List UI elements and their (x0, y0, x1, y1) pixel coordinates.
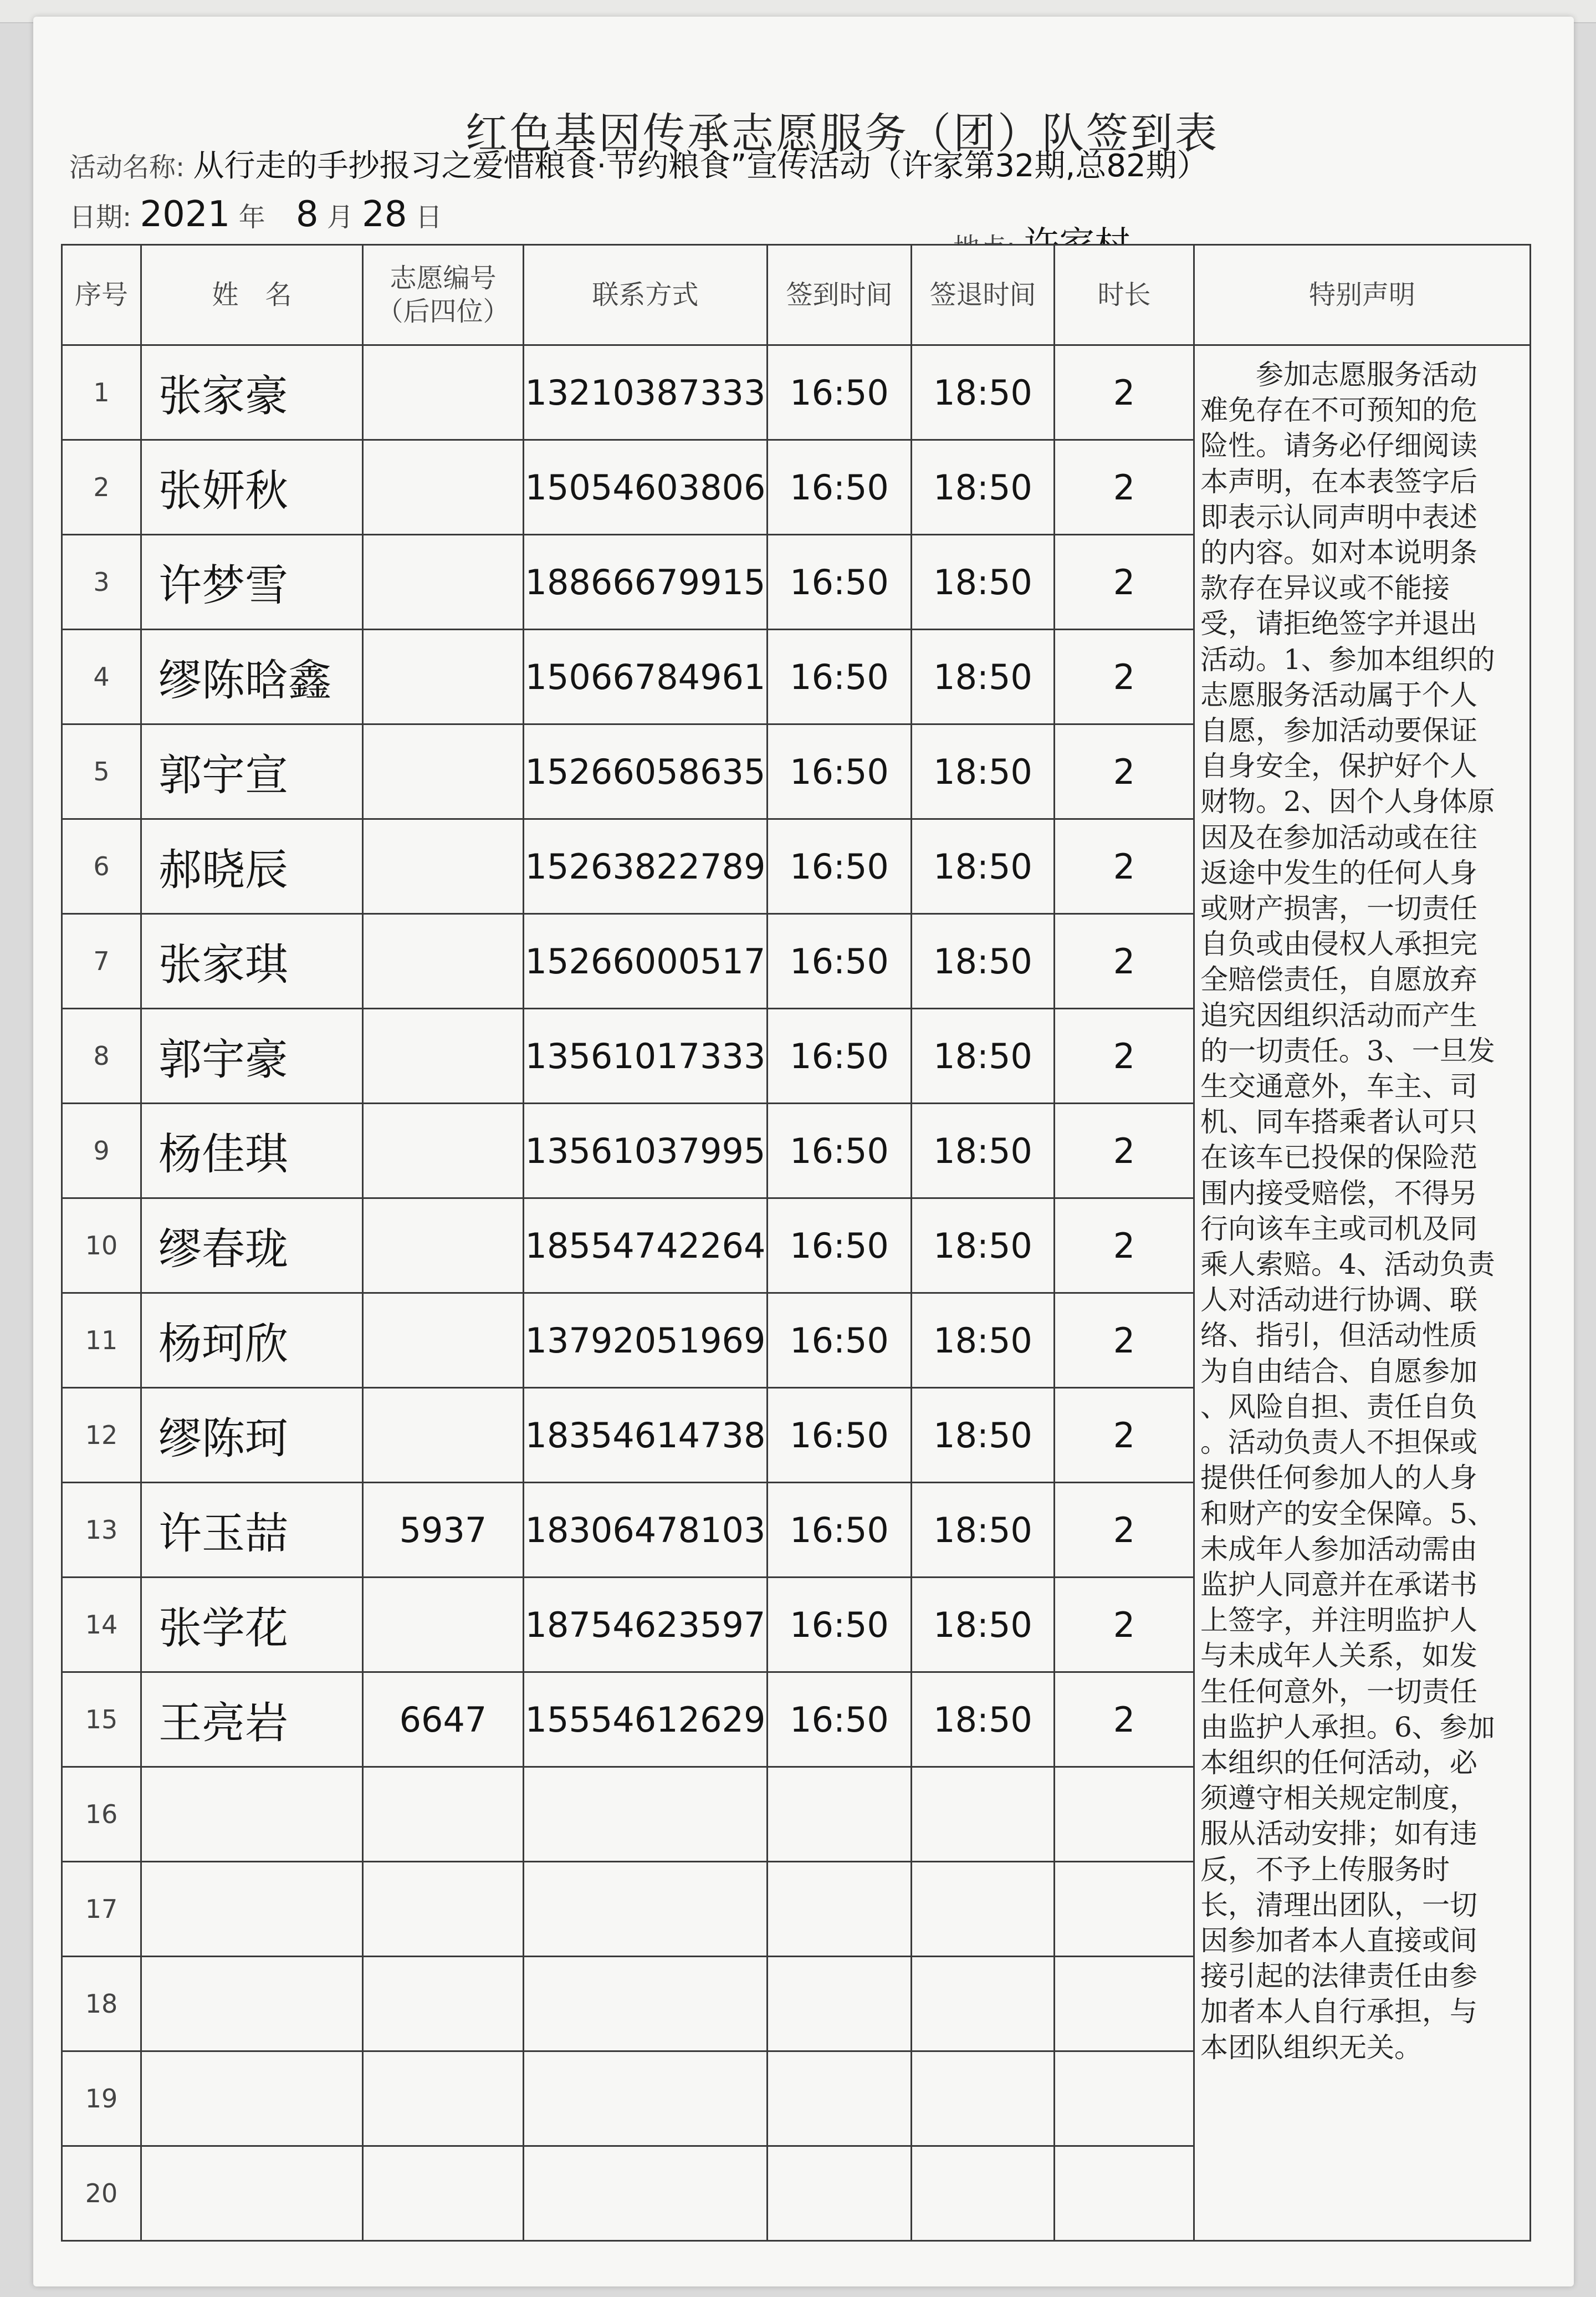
notice-line: 。活动负责人不担保或 (1200, 1426, 1477, 1459)
row-phone: 15054603806 (524, 440, 768, 535)
notice-line: 本团队组织无关。 (1200, 2031, 1422, 2064)
row-sign-out-time: 18:50 (912, 914, 1055, 1009)
row-name (141, 1957, 363, 2051)
row-volunteer-id (363, 1862, 524, 1957)
row-phone (524, 1862, 768, 1957)
row-volunteer-id: 6647 (363, 1672, 524, 1767)
row-volunteer-id (363, 345, 524, 440)
table-header-row (62, 245, 1531, 345)
row-index: 17 (62, 1862, 141, 1957)
row-name (141, 1767, 363, 1862)
notice-line: 因参加者本人直接或间 (1200, 1924, 1477, 1957)
row-index: 15 (62, 1672, 141, 1767)
row-volunteer-id (363, 724, 524, 819)
row-name: 郝晓辰 (141, 819, 363, 914)
notice-line: 即表示认同声明中表述 (1200, 501, 1477, 533)
row-phone: 13561037995 (524, 1104, 768, 1198)
notice-line: 行向该车主或司机及同 (1200, 1212, 1477, 1245)
row-index: 7 (62, 914, 141, 1009)
notice-line: 机、同车搭乘者认可只 (1200, 1106, 1477, 1139)
row-index: 6 (62, 819, 141, 914)
row-duration (1055, 1862, 1194, 1957)
notice-line: 志愿服务活动属于个人 (1200, 678, 1477, 711)
notice-line: 人对活动进行协调、联 (1200, 1284, 1477, 1316)
row-duration: 2 (1055, 345, 1194, 440)
header-sign-out: 签退时间 (912, 245, 1055, 345)
row-index: 2 (62, 440, 141, 535)
row-duration: 2 (1055, 440, 1194, 535)
row-index: 14 (62, 1578, 141, 1672)
notice-line: 由监护人承担。6、参加 (1200, 1711, 1495, 1743)
header-name: 姓 名 (141, 245, 363, 345)
notice-line: 为自由结合、自愿参加 (1200, 1355, 1477, 1387)
row-name: 杨珂欣 (141, 1293, 363, 1388)
row-sign-in-time: 16:50 (768, 1009, 912, 1104)
notice-line: 、风险自担、责任自负 (1200, 1390, 1477, 1423)
notice-line: 因及在参加活动或在往 (1200, 821, 1477, 854)
row-name: 王亮岩 (141, 1672, 363, 1767)
row-sign-out-time: 18:50 (912, 1198, 1055, 1293)
row-name: 许梦雪 (141, 535, 363, 630)
row-duration: 2 (1055, 914, 1194, 1009)
row-duration: 2 (1055, 1104, 1194, 1198)
notice-line: 的一切责任。3、一旦发 (1200, 1034, 1495, 1067)
notice-line: 本声明，在本表签字后 (1200, 465, 1477, 498)
row-duration: 2 (1055, 1672, 1194, 1767)
special-notice-text (1200, 357, 1525, 2065)
row-sign-in-time: 16:50 (768, 914, 912, 1009)
row-duration (1055, 2146, 1194, 2241)
row-phone: 15554612629 (524, 1672, 768, 1767)
header-index: 序号 (62, 245, 141, 345)
row-sign-out-time (912, 1862, 1055, 1957)
row-index: 20 (62, 2146, 141, 2241)
row-sign-in-time: 16:50 (768, 724, 912, 819)
row-index: 8 (62, 1009, 141, 1104)
notice-line: 全赔偿责任，自愿放弃 (1200, 963, 1477, 996)
row-phone: 18354614738 (524, 1388, 768, 1483)
row-sign-out-time (912, 2051, 1055, 2146)
notice-line: 监护人同意并在承诺书 (1200, 1568, 1477, 1601)
row-name: 张家豪 (141, 345, 363, 440)
row-duration: 2 (1055, 630, 1194, 724)
row-duration: 2 (1055, 1198, 1194, 1293)
row-sign-in-time: 16:50 (768, 1388, 912, 1483)
row-phone (524, 1767, 768, 1862)
row-duration: 2 (1055, 1388, 1194, 1483)
sign-in-table (61, 244, 1531, 2242)
row-phone: 15266000517 (524, 914, 768, 1009)
header-contact: 联系方式 (524, 245, 768, 345)
row-duration: 2 (1055, 1293, 1194, 1388)
row-sign-out-time: 18:50 (912, 724, 1055, 819)
row-name (141, 2146, 363, 2241)
row-volunteer-id (363, 1293, 524, 1388)
notice-line: 活动。1、参加本组织的 (1200, 643, 1495, 676)
notice-line: 加者本人自行承担，与 (1200, 1995, 1477, 2028)
date-year: 2021 (140, 194, 231, 235)
date-year-label: 年 (238, 202, 265, 233)
row-name: 张学花 (141, 1578, 363, 1672)
row-duration: 2 (1055, 724, 1194, 819)
row-sign-in-time: 16:50 (768, 819, 912, 914)
row-index: 4 (62, 630, 141, 724)
row-volunteer-id (363, 819, 524, 914)
date-day: 28 (362, 194, 407, 235)
row-sign-in-time: 16:50 (768, 345, 912, 440)
row-volunteer-id (363, 2146, 524, 2241)
row-duration (1055, 2051, 1194, 2146)
activity-value: 从行走的手抄报习之爱惜粮食·节约粮食”宣传活动（许家第32期,总82期） (193, 148, 1208, 184)
row-volunteer-id (363, 1767, 524, 1862)
row-sign-out-time: 18:50 (912, 1672, 1055, 1767)
notice-line: 生任何意外，一切责任 (1200, 1675, 1477, 1708)
row-index: 18 (62, 1957, 141, 2051)
activity-field (69, 141, 1208, 186)
row-sign-in-time (768, 1957, 912, 2051)
row-duration: 2 (1055, 819, 1194, 914)
row-name: 郭宇豪 (141, 1009, 363, 1104)
row-phone: 15263822789 (524, 819, 768, 914)
date-day-label: 日 (415, 202, 442, 233)
row-volunteer-id (363, 1104, 524, 1198)
row-index: 1 (62, 345, 141, 440)
row-sign-in-time: 16:50 (768, 535, 912, 630)
row-duration: 2 (1055, 1578, 1194, 1672)
row-volunteer-id (363, 1388, 524, 1483)
row-duration: 2 (1055, 1009, 1194, 1104)
row-name: 缪春珑 (141, 1198, 363, 1293)
row-phone: 18306478103 (524, 1483, 768, 1578)
row-name: 杨佳琪 (141, 1104, 363, 1198)
row-phone: 18866679915 (524, 535, 768, 630)
row-sign-in-time (768, 2051, 912, 2146)
notice-line: 络、指引，但活动性质 (1200, 1319, 1477, 1352)
row-sign-out-time: 18:50 (912, 630, 1055, 724)
row-sign-out-time: 18:50 (912, 1483, 1055, 1578)
row-volunteer-id (363, 1009, 524, 1104)
row-sign-in-time (768, 1767, 912, 1862)
row-name (141, 2051, 363, 2146)
header-notice: 特别声明 (1194, 245, 1531, 345)
row-sign-out-time: 18:50 (912, 1009, 1055, 1104)
notice-line: 接引起的法律责任由参 (1200, 1960, 1477, 1993)
date-field (69, 194, 442, 235)
row-sign-in-time: 16:50 (768, 1578, 912, 1672)
row-sign-in-time: 16:50 (768, 1104, 912, 1198)
row-sign-in-time (768, 2146, 912, 2241)
notice-line: 自负或由侵权人承担完 (1200, 928, 1477, 961)
row-index: 11 (62, 1293, 141, 1388)
row-duration: 2 (1055, 535, 1194, 630)
row-sign-in-time: 16:50 (768, 1672, 912, 1767)
notice-line: 提供任何参加人的人身 (1200, 1462, 1477, 1494)
row-index: 13 (62, 1483, 141, 1578)
row-sign-out-time: 18:50 (912, 440, 1055, 535)
row-index: 3 (62, 535, 141, 630)
row-name: 张家琪 (141, 914, 363, 1009)
row-phone: 13792051969 (524, 1293, 768, 1388)
activity-label: 活动名称: (69, 152, 185, 183)
notice-line: 在该车已投保的保险范 (1200, 1141, 1477, 1174)
row-volunteer-id (363, 630, 524, 724)
row-volunteer-id (363, 914, 524, 1009)
notice-line: 长，清理出团队，一切 (1200, 1888, 1477, 1921)
row-sign-in-time: 16:50 (768, 1293, 912, 1388)
row-name: 郭宇宣 (141, 724, 363, 819)
row-sign-in-time: 16:50 (768, 1198, 912, 1293)
row-sign-out-time: 18:50 (912, 345, 1055, 440)
row-sign-out-time: 18:50 (912, 1388, 1055, 1483)
row-phone: 18754623597 (524, 1578, 768, 1672)
row-name: 张妍秋 (141, 440, 363, 535)
notice-line: 返途中发生的任何人身 (1200, 856, 1477, 889)
row-sign-in-time: 16:50 (768, 1483, 912, 1578)
special-notice (1194, 345, 1531, 2241)
notice-line: 上签字，并注明监护人 (1200, 1604, 1477, 1637)
row-phone: 13561017333 (524, 1009, 768, 1104)
row-index: 16 (62, 1767, 141, 1862)
notice-line: 的内容。如对本说明条 (1200, 537, 1477, 569)
row-sign-out-time: 18:50 (912, 535, 1055, 630)
notice-line: 服从活动安排；如有违 (1200, 1818, 1477, 1850)
row-duration (1055, 1957, 1194, 2051)
notice-line: 款存在异议或不能接 (1200, 572, 1450, 605)
notice-line: 须遵守相关规定制度， (1200, 1782, 1477, 1815)
date-label: 日期: (69, 202, 132, 233)
date-month-label: 月 (326, 202, 354, 233)
row-name: 缪陈珂 (141, 1388, 363, 1483)
notice-line: 未成年人参加活动需由 (1200, 1533, 1477, 1565)
notice-line: 追究因组织活动而产生 (1200, 999, 1477, 1032)
row-volunteer-id (363, 535, 524, 630)
notice-line: 反，不予上传服务时 (1200, 1853, 1450, 1886)
row-index: 9 (62, 1104, 141, 1198)
row-phone: 18554742264 (524, 1198, 768, 1293)
row-volunteer-id (363, 1957, 524, 2051)
row-phone (524, 2146, 768, 2241)
row-phone (524, 2051, 768, 2146)
row-phone: 15266058635 (524, 724, 768, 819)
row-sign-out-time: 18:50 (912, 819, 1055, 914)
notice-line: 和财产的安全保障。5、 (1200, 1497, 1495, 1530)
notice-line: 生交通意外，车主、司 (1200, 1070, 1477, 1103)
row-volunteer-id (363, 2051, 524, 2146)
notice-line: 难免存在不可预知的危 (1200, 394, 1477, 427)
row-volunteer-id (363, 1198, 524, 1293)
notice-line: 受，请拒绝签字并退出 (1200, 608, 1477, 640)
row-phone (524, 1957, 768, 2051)
row-sign-in-time: 16:50 (768, 630, 912, 724)
table-row (62, 345, 1531, 440)
notice-line: 乘人索赔。4、活动负责 (1200, 1248, 1495, 1281)
date-month: 8 (295, 194, 319, 235)
header-volunteer-id: 志愿编号（后四位） (363, 245, 524, 345)
header-duration: 时长 (1055, 245, 1194, 345)
row-name (141, 1862, 363, 1957)
notice-line: 本组织的任何活动，必 (1200, 1746, 1477, 1779)
row-sign-in-time (768, 1862, 912, 1957)
notice-line: 参加志愿服务活动 (1200, 359, 1477, 391)
notice-line: 财物。2、因个人身体原 (1200, 785, 1495, 818)
notice-line: 自愿，参加活动要保证 (1200, 714, 1477, 747)
notice-line: 或财产损害，一切责任 (1200, 892, 1477, 925)
row-index: 10 (62, 1198, 141, 1293)
row-index: 5 (62, 724, 141, 819)
notice-line: 险性。请务必仔细阅读 (1200, 430, 1477, 462)
row-index: 12 (62, 1388, 141, 1483)
row-sign-out-time: 18:50 (912, 1578, 1055, 1672)
row-volunteer-id: 5937 (363, 1483, 524, 1578)
notice-line: 围内接受赔偿，不得另 (1200, 1177, 1477, 1209)
page-title: 红色基因传承志愿服务（团）队签到表 (466, 109, 1219, 158)
row-volunteer-id (363, 1578, 524, 1672)
row-duration (1055, 1767, 1194, 1862)
row-index: 19 (62, 2051, 141, 2146)
row-sign-in-time: 16:50 (768, 440, 912, 535)
notice-line: 与未成年人关系，如发 (1200, 1640, 1477, 1672)
row-phone: 15066784961 (524, 630, 768, 724)
row-sign-out-time (912, 1957, 1055, 2051)
row-sign-out-time (912, 2146, 1055, 2241)
notice-line: 自身安全，保护好个人 (1200, 750, 1477, 783)
row-sign-out-time: 18:50 (912, 1104, 1055, 1198)
row-duration: 2 (1055, 1483, 1194, 1578)
row-phone: 13210387333 (524, 345, 768, 440)
row-name: 许玉喆 (141, 1483, 363, 1578)
header-sign-in: 签到时间 (768, 245, 912, 345)
row-name: 缪陈晗鑫 (141, 630, 363, 724)
row-sign-out-time (912, 1767, 1055, 1862)
row-sign-out-time: 18:50 (912, 1293, 1055, 1388)
row-volunteer-id (363, 440, 524, 535)
